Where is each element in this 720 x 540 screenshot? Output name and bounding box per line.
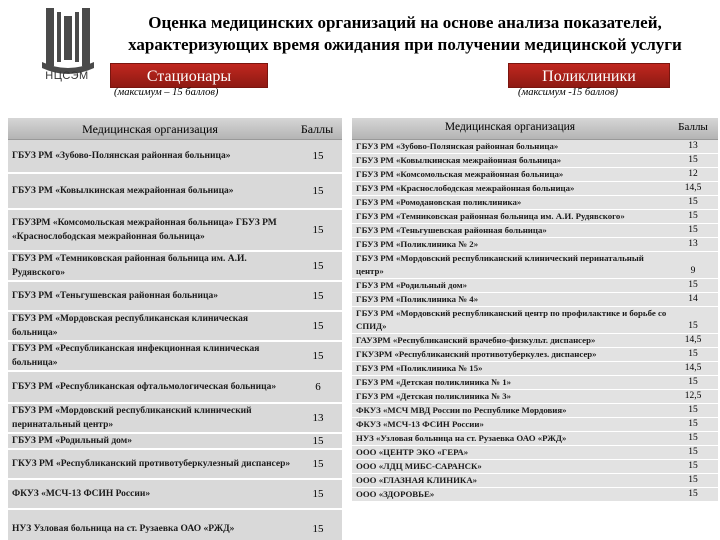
table-row: ГБУЗ РМ «Поликлиника № 15» 14,5	[352, 362, 718, 376]
column-header-score: Баллы	[678, 121, 708, 133]
table-row: ГБУЗ РМ «Детская поликлиника № 3» 12,5	[352, 390, 718, 404]
table-row: ООО «ЛДЦ МИБС-САРАНСК» 15	[352, 460, 718, 474]
column-header-organization: Медицинская организация	[444, 121, 576, 133]
table-row: ГБУЗ РМ «Зубово-Полянская районная больница» 15	[8, 140, 342, 174]
table-row: ГАУЗРМ «Республиканский врачебно-физкульт. диспансер» 14,5	[352, 334, 718, 348]
page-title: Оценка медицинских организаций на основе анализа показателей, характеризующих время ожидания при получении медицинской услуги	[128, 13, 682, 54]
table-row: ФКУЗ «МСЧ-13 ФСИН России» 15	[8, 480, 342, 510]
clinics-table	[352, 118, 718, 502]
table-header	[8, 118, 342, 140]
table-row: ГБУЗ РМ «Теньгушевская районная больница» 15	[8, 282, 342, 312]
table-row: ГБУЗ РМ «Краснослободская межрайонная больница» 14,5	[352, 182, 718, 196]
table-row: ГБУЗ РМ «Комсомольская межрайонная больница» 12	[352, 168, 718, 182]
table-row: ГБУЗ РМ «Детская поликлиника № 1» 15	[352, 376, 718, 390]
table-row: ГБУЗ РМ «Родильный дом» 15	[8, 434, 342, 450]
table-header	[352, 118, 718, 140]
table-row: ООО «ЦЕНТР ЭКО «ГЕРА» 15	[352, 446, 718, 460]
table-row: ФКУЗ «МСЧ-13 ФСИН России» 15	[352, 418, 718, 432]
table-row: ГБУЗ РМ «Ковылкинская межрайонная больница» 15	[8, 174, 342, 210]
table-row: ГБУЗ РМ «Теньгушевская районная больница» 15	[352, 224, 718, 238]
table-row: ГБУЗ РМ «Поликлиника № 2» 13	[352, 238, 718, 252]
table-row: ГБУЗРМ «Комсомольская межрайонная больница» ГБУЗ РМ «Краснослободская межрайонная больница» 15	[8, 210, 342, 252]
table-row: ГБУЗ РМ «Мордовский республиканский клинический перинатальный центр» 9	[352, 252, 718, 279]
column-header-organization: Медицинская организация	[82, 122, 218, 136]
logo-text: НЦСЭМ	[45, 70, 89, 82]
tab-hospitals[interactable]: Стационары	[110, 63, 268, 88]
table-row: ООО «ЗДОРОВЬЕ» 15	[352, 488, 718, 502]
table-row: ФКУЗ «МСЧ МВД России по Республике Мордовия» 15	[352, 404, 718, 418]
table-row: ГБУЗ РМ «Мордовский республиканский клинический перинатальный центр» 13	[8, 404, 342, 434]
table-row: НУЗ «Узловая больница на ст. Рузаевка ОАО «РЖД» 15	[352, 432, 718, 446]
clinics-max-note: (максимум -15 баллов)	[518, 87, 619, 98]
table-row: ГБУЗ РМ «Темниковская районная больница им. А.И. Рудявского» 15	[352, 210, 718, 224]
table-row: НУЗ Узловая больница на ст. Рузаевка ОАО «РЖД» 15	[8, 510, 342, 540]
table-row: ГБУЗ РМ «Мордовский республиканский центр по профилактике и борьбе со СПИД» 15	[352, 307, 718, 334]
table-row: ГКУЗ РМ «Республиканский противотуберкулезный диспансер» 15	[8, 450, 342, 480]
table-row: ООО «ГЛАЗНАЯ КЛИНИКА» 15	[352, 474, 718, 488]
table-row: ГБУЗ РМ «Зубово-Полянская районная больница» 13	[352, 140, 718, 154]
hospitals-table	[8, 118, 342, 540]
table-row: ГКУЗРМ «Республиканский противотуберкулез. диспансер» 15	[352, 348, 718, 362]
table-row: ГБУЗ РМ «Родильный дом» 15	[352, 279, 718, 293]
hospitals-max-note: (максимум – 15 баллов)	[114, 87, 219, 98]
table-row: ГБУЗ РМ «Ковылкинская межрайонная больница» 15	[352, 154, 718, 168]
table-row: ГБУЗ РМ «Мордовская республиканская клиническая больница» 15	[8, 312, 342, 342]
table-row: ГБУЗ РМ «Республиканская инфекционная клиническая больница» 15	[8, 342, 342, 372]
table-row: ГБУЗ РМ «Республиканская офтальмологическая больница» 6	[8, 372, 342, 404]
tab-clinics[interactable]: Поликлиники	[508, 63, 670, 88]
table-row: ГБУЗ РМ «Темниковская районная больница им. А.И. Рудявского» 15	[8, 252, 342, 282]
table-row: ГБУЗ РМ «Поликлиника № 4» 14	[352, 293, 718, 307]
column-header-score: Баллы	[300, 122, 334, 136]
table-row: ГБУЗ РМ «Ромодановская поликлиника» 15	[352, 196, 718, 210]
